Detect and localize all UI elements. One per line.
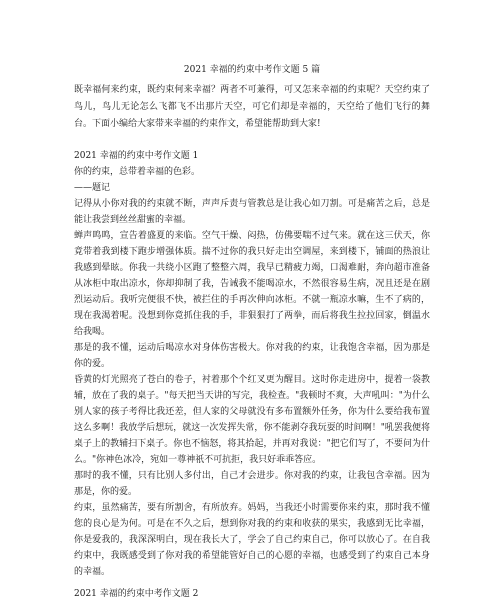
paragraph: 昏黄的灯光照亮了苍白的卷子，衬着那个个红叉更为醒目。这时你走进房中，提着一袋教辅，放在了我的桌子。"每天把当天讲的写完，我检查。"我顿时不爽，大声吼叫："为什么别人家的孩子考得比我还差，但人家的父母就没有多布置额外任务，你为什么要给我布置这么多啊！我放学后想玩，就这一次发挥失常，你不能剥夺我玩耍的时间啊！"吼罢我便将桌子上的教辅扫下桌子。你也不恼怒，将其拾起，并再对我说："把它们写了，不要问为什么。"你神色冰冷，宛如一尊神祇不可抗拒，我只好乖乖答应。 — [74, 375, 430, 465]
paragraph: 蝉声鸣鸣，宣告着盛夏的来临。空气干燥、闷热，仿佛要喘不过气来。就在这三伏天，你竟带着我到楼下跑步增强体质。揣不过你的我只好走出空调屋，来到楼下，铺面的热浪让我感到晕眩。你我一共绕小区跑了整整六周，我早已精疲力竭，口渴难耐，奔向超市准备从冰柜中取出凉水，你却抑制了我，告诫我不能喝凉水，不然很容易生病，况且还是在剧烈运动后。我听完便很不快，被拦住的手再次伸向冰柜。不就一瓶凉水嘛，生不了病的，现在我渴着呢。没想到你竟抓住我的手，非狠狠打了两拳，而后将我生拉拉回家，倒温水给我喝。 — [74, 231, 430, 337]
document-title: 2021 幸福的约束中考作文题 5 篇 — [183, 65, 321, 75]
intro-text: 既幸福何来约束，既约束何来幸福？两者不可兼得，可又怎来幸福的约束呢？天空约束了鸟儿，鸟儿无论怎么飞都飞不出那片天空，可它们却是幸福的，天空给了他们飞行的舞台。下面小编给大家带来幸福的约束作文，希望能帮助到大家! — [74, 85, 430, 129]
paragraph: 你的约束，总带着幸福的色彩。 — [74, 167, 201, 177]
paragraph: 那时的我不懂，只有比别人多付出，自己才会进步。你对我的约束，让我包含幸福。因为那是，你的爱。 — [74, 471, 430, 497]
section-title: 2021 幸福的约束中考作文题 1 — [74, 151, 199, 161]
document-page — [74, 0, 430, 599]
section-title: 2021 幸福的约束中考作文题 2 — [74, 589, 199, 599]
paragraph: 那是的我不懂，运动后喝凉水对身体伤害极大。你对我的约束，让我饱含幸福，因为那是你的爱。 — [74, 343, 430, 369]
document-body — [74, 148, 430, 602]
paragraph: 记得从小你对我的约束就不断，声声斥责与管教总是让我心如刀割。可是痛苦之后，总是能让我尝到丝丝甜蜜的幸福。 — [74, 199, 430, 225]
intro-paragraph — [74, 82, 430, 133]
epigraph-attribution: ——题记 — [74, 183, 111, 193]
paragraph: 约束，虽然痛苦，要有所割舍，有所放弃。妈妈，当我还小时需要你来约束，那时我不懂您的良心是为何。可是在不久之后，想到你对我的约束和收获的果实，我感到无比幸福，你是爱我的，我深深明白，现在我长大了，学会了自己约束自己，你可以放心了。在自我约束中，我既感受到了你对我的希望能管好自己的心愿的幸福，也感受到了约束自己本身的幸福。 — [74, 503, 430, 577]
